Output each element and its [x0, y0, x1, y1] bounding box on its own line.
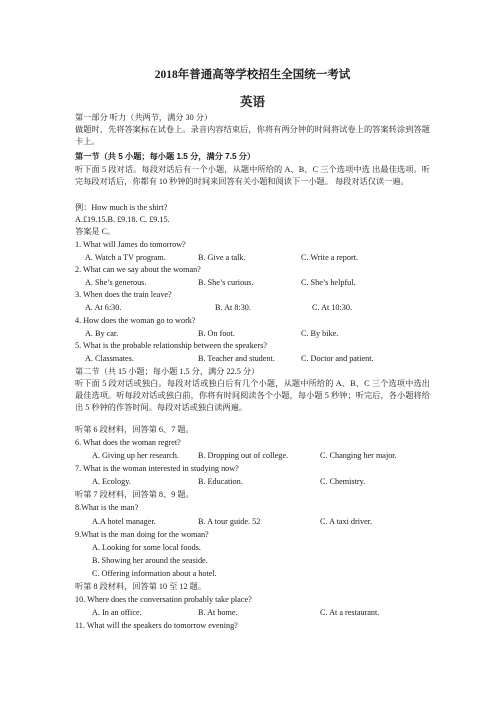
q10-option-b: B. At home. — [198, 608, 238, 617]
q4-option-a: A. By car. — [85, 329, 119, 338]
q10-option-c: C. At a restaurant. — [320, 608, 380, 617]
part1-heading: 第一部分 听力（共两节，满分 30 分） — [75, 113, 213, 122]
q3-option-b: B. At 8:30. — [215, 303, 251, 312]
material-7-note: 听第 7 段材料，回答第 8、9 题。 — [75, 490, 194, 499]
section1-heading: 第一节（共 5 小题；每小题 1.5 分，满分 7.5 分） — [75, 152, 256, 161]
question-1: 1. What will James do tomorrow? — [75, 240, 186, 249]
q6-option-c: C. Changing her major. — [320, 451, 397, 460]
q7-option-c: C. Chemistry. — [320, 477, 366, 486]
question-6: 6. What does the woman regret? — [75, 438, 181, 447]
question-8: 8.What is the man? — [75, 503, 139, 512]
q9-option-c: C. Offering information about a hotel. — [92, 569, 217, 578]
section2-heading: 第二节（共 15 小题；每小题 1.5 分，满分 22.5 分） — [75, 367, 260, 376]
section1-instructions: 听下面 5 段对话。每段对话后有一个小题，从题中所给的 A、B、C 三个选项中选 出最佳选项。听完每段对话后，你都有 10 秒钟的时间来回答有关小题和阅读下一小题。 每段对话仅读一遍。 — [75, 165, 430, 186]
question-3: 3. When does the train leave? — [75, 290, 172, 299]
example-question: 例：How much is the shirt? — [75, 203, 168, 212]
q7-option-a: A. Ecology. — [92, 477, 131, 486]
q4-option-b: B. On foot. — [198, 329, 235, 338]
question-7: 7. What is the woman interested in studying now? — [75, 464, 239, 473]
q5-option-c: C. Doctor and patient. — [301, 354, 374, 363]
q6-option-a: A. Giving up her research. — [92, 451, 179, 460]
q3-option-c: C. At 10:30. — [312, 303, 353, 312]
part1-instructions: 做题时，先将答案标在试卷上。录音内容结束后，你将有两分钟的时间将试卷上的答案转涂到答题卡上。 — [75, 125, 430, 146]
q9-option-a: A. Looking for some local foods. — [92, 543, 201, 552]
q2-option-b: B. She’s curious. — [198, 278, 254, 287]
question-2: 2. What can we say about the woman? — [75, 265, 201, 274]
question-9: 9.What is the man doing for the woman? — [75, 530, 209, 539]
material-6-note: 听第 6 段材料，回答第 6、7 题。 — [75, 425, 194, 434]
q1-option-c: C. Write a report. — [301, 253, 359, 262]
question-11: 11. What will the speakers do tomorrow evening? — [75, 621, 238, 630]
q7-option-b: B. Education. — [198, 477, 243, 486]
example-answer: 答案是 C。 — [75, 227, 116, 236]
q8-option-c: C. A taxi driver. — [320, 517, 373, 526]
q1-option-a: A. Watch a TV program. — [85, 253, 166, 262]
q8-option-a: A.A hotel manager. — [92, 517, 156, 526]
q2-option-c: C. She’s helpful. — [301, 278, 356, 287]
q8-option-b: B. A tour guide. 52 — [198, 517, 261, 526]
q10-option-a: A. In an office. — [92, 608, 142, 617]
q5-option-a: A. Classmates. — [85, 354, 134, 363]
question-4: 4. How does the woman go to work? — [75, 316, 196, 325]
q1-option-b: B. Give a talk. — [198, 253, 246, 262]
question-5: 5. What is the probable relationship between the speakers? — [75, 341, 267, 350]
q3-option-a: A. At 6:30. — [85, 303, 122, 312]
question-10: 10. Where does the conversation probably take place? — [75, 595, 252, 604]
subject-title: 英语 — [239, 95, 265, 109]
q6-option-b: B. Dropping out of college. — [198, 451, 289, 460]
q4-option-c: C. By bike. — [301, 329, 339, 338]
material-8-note: 听第 8 段材料，回答第 10 至 12 题。 — [75, 582, 207, 591]
q2-option-a: A. She’s generous. — [85, 278, 147, 287]
section2-instructions: 听下面 5 段对话或独白。每段对话或独白后有几个小题，从题中所给的 A、B、C 三个选项中选出最佳选项。听每段对话或独白前，你将有时间阅读各个小题，每小题 5 秒钟；听完后，各小题将给出 5 秒钟的作答时间。每段对话或独白读两遍。 — [75, 379, 430, 412]
example-options: A.£19.15.B. £9.18. C. £9.15. — [75, 215, 170, 224]
q5-option-b: B. Teacher and student. — [198, 354, 275, 363]
q9-option-b: B. Showing her around the seaside. — [92, 556, 208, 565]
exam-title: 2018年普通高等学校招生全国统一考试 — [154, 69, 351, 81]
